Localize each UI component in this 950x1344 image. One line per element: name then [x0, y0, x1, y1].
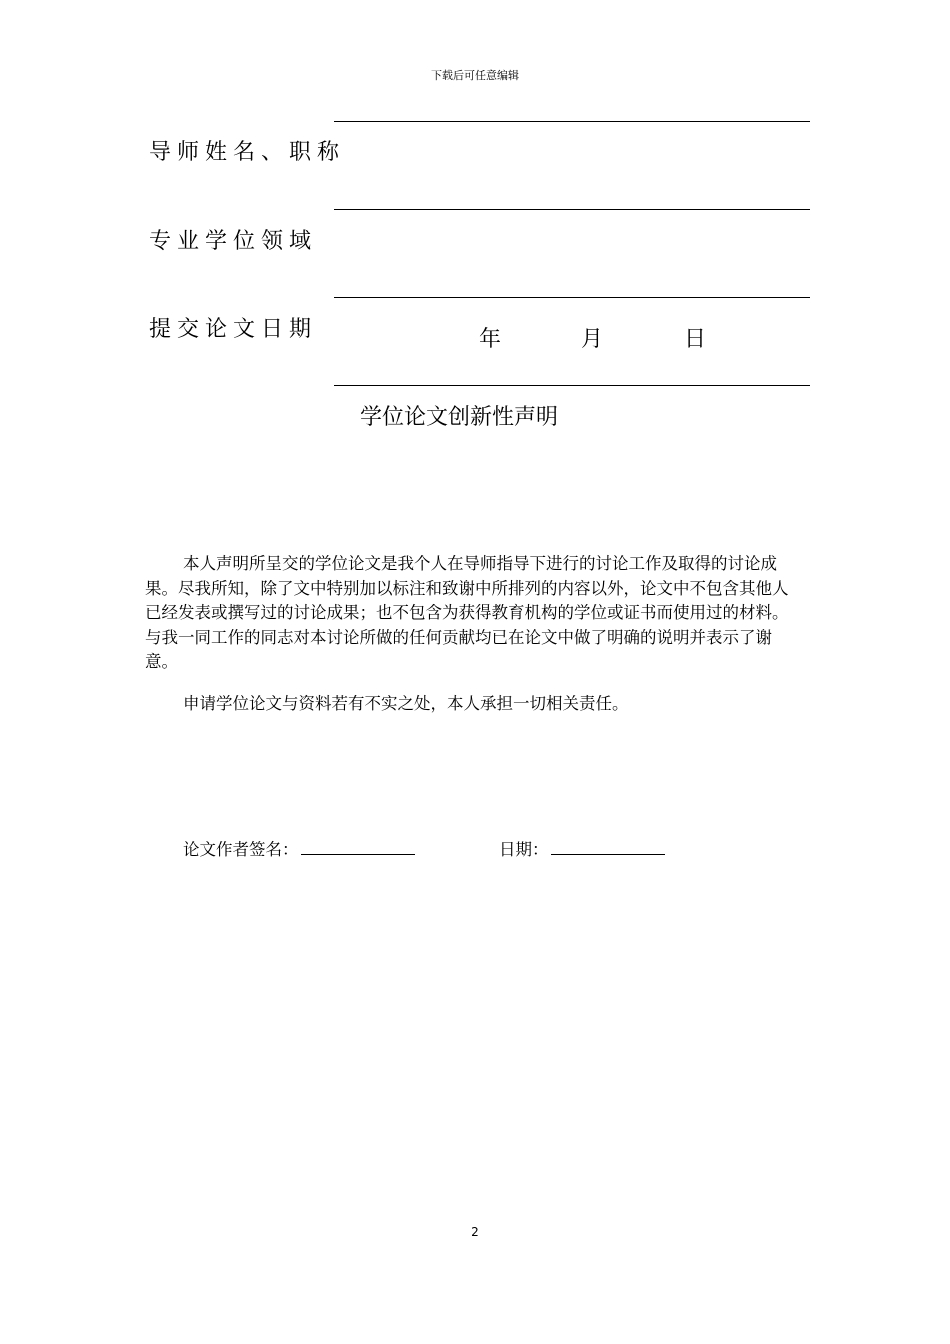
date-month-label: 月: [581, 327, 604, 352]
page-number: 2: [471, 1225, 479, 1239]
signature-date-field[interactable]: [499, 836, 665, 860]
date-year-label: 年: [479, 327, 502, 352]
signature-row: [183, 836, 665, 860]
author-signature-field[interactable]: [183, 836, 415, 860]
declaration-title: 学位论文创新性声明: [360, 405, 559, 430]
submit-date-label: 提交论文日期: [149, 317, 318, 342]
author-signature-blank[interactable]: [301, 836, 415, 855]
field-divider-top: [334, 121, 810, 122]
declaration-paragraph-1: 本人声明所呈交的学位论文是我个人在导师指导下进行的讨论工作及取得的讨论成果。尽我所知，除了文中特别加以标注和致谢中所排列的内容以外，论文中不包含其他人已经发表或撰写过的讨论成果；也不包含为获得教育机构的学位或证书而使用过的材料。与我一同工作的同志对本讨论所做的任何贡献均已在论文中做了明确的说明并表示了谢意。: [145, 554, 789, 671]
advisor-input-line: [334, 209, 810, 210]
submit-date-input-line: [334, 385, 810, 386]
advisor-label: 导师姓名、职称: [149, 140, 346, 165]
author-signature-label: 论文作者签名：: [183, 840, 299, 859]
degree-field-label: 专业学位领域: [149, 229, 318, 254]
signature-date-label: 日期：: [499, 840, 549, 859]
signature-date-blank[interactable]: [551, 836, 665, 855]
date-day-label: 日: [684, 327, 707, 352]
header-note: 下载后可任意编辑: [431, 69, 519, 82]
declaration-paragraph-2: 申请学位论文与资料若有不实之处，本人承担一切相关责任。: [183, 694, 629, 713]
degree-field-input-line: [334, 297, 810, 298]
